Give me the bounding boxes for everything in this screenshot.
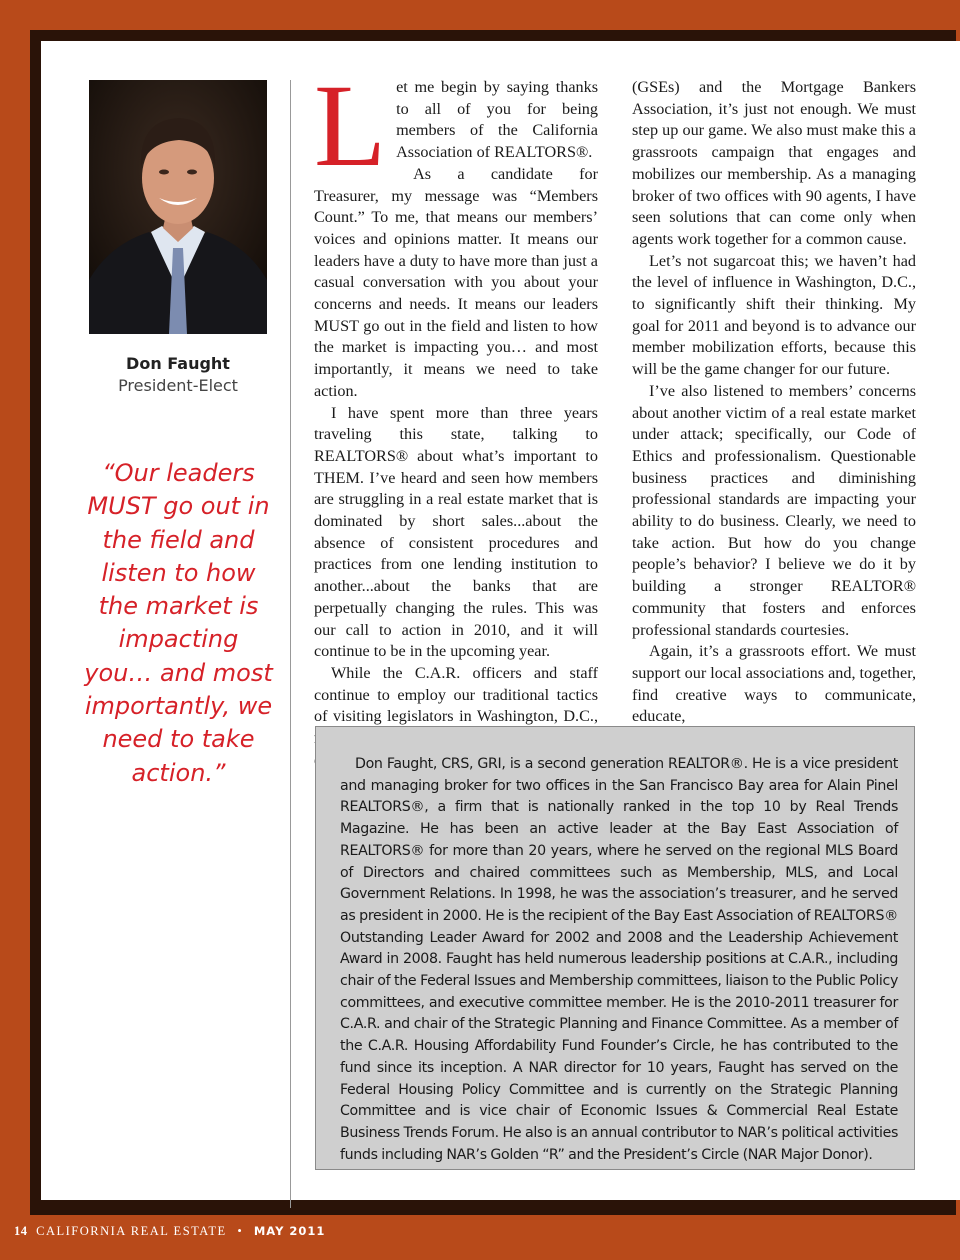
article-paragraph: Let me begin by saying thanks to all of you for being members of the California Association of REALTORS®.	[314, 60, 598, 191]
page-number: 14	[14, 1224, 28, 1238]
portrait-photo	[89, 80, 267, 334]
article-column-2	[632, 77, 916, 750]
publication-name: CALIFORNIA REAL ESTATE	[36, 1224, 227, 1238]
column-divider	[290, 80, 291, 1208]
pull-quote: “Our leaders MUST go out in the field and listen to how the market is impacting you… and most importantly, we need to take action.”	[84, 459, 273, 787]
article-paragraph: I’ve also listened to members’ concerns about another victim of a real estate market under attack; specifically, our Code of Ethics and professionalism. Questionable business practices and diminishing professional standards are impacting your ability to do business. Clearly, we need to take action. But how do you change people’s behavior? I believe we do it by building a stronger REALTOR® community that fosters and enforces professional standards courtesies.	[632, 381, 916, 639]
article-paragraph: I have spent more than three years traveling this state, talking to REALTORS® about what’s important to THEM. I’ve heard and seen how members are struggling in a real estate market that is dominated by short sales...about the absence of consistent procedures and practices from one lending institution to another...about the banks that are perpetually changing the rules. This was our call to action in 2010, and it will continue to be in the upcoming year.	[314, 403, 598, 661]
profile-title: President-Elect	[118, 376, 238, 395]
page	[41, 41, 960, 1200]
article-paragraph: As a candidate for Treasurer, my message was “Members Count.” To me, that means our members’ voices and opinions matter. It means our leaders have a duty to have more than just a casual conversation with you about your concerns and needs. It means our leaders MUST go out in the field and listen to how the market is impacting you… and most importantly, it means we need to take action.	[314, 164, 598, 400]
bio-box	[315, 726, 915, 1170]
issue-date: MAY 2011	[253, 1224, 326, 1238]
drop-cap: L	[314, 60, 387, 191]
profile-name: Don Faught	[126, 354, 230, 373]
page-footer	[14, 1224, 325, 1239]
article-paragraph: Again, it’s a grassroots effort. We must support our local associations and, together, find creative ways to communicate, educate,	[632, 642, 916, 726]
footer-separator: •	[237, 1224, 244, 1238]
bio-text: Don Faught, CRS, GRI, is a second generation REALTOR®. He is a vice president and managing broker for two offices in the San Francisco Bay area for Alain Pinel REALTORS®, a firm that is nationally ranked in the top 10 by Real Trends Magazine. He has been an active leader at the Bay East Association of REALTORS® for more than 20 years, where he served on the regional MLS Board of Directors and chaired committees such as Membership, MLS, and Local Government Relations. In 1998, he was the association’s treasurer, and he served as president in 2000. He is the recipient of the Bay East Association of REALTORS® Outstanding Leader Award for 2002 and 2008 and the Leadership Achievement Award in 2008. Faught has held numerous leadership positions at C.A.R., including chair of the Federal Issues and Membership committees, liaison to the Public Policy committees, and executive committee member. He is the 2010-2011 treasurer for C.A.R. and chair of the Strategic Planning and Finance Committee. As a member of the C.A.R. Housing Affordability Fund Founder’s Circle, he has contributed to the fund since its inception. A NAR director for 10 years, Faught has served on the Federal Housing Policy Committee and is currently on the Strategic Planning Committee and is vice chair of Economic Issues & Commercial Real Estate Business Trends Forum. He also is an annual contributor to NAR’s political activities funds including NAR’s Golden “R” and the President’s Circle (NAR Major Donor).	[340, 756, 898, 1163]
article-paragraph: Let’s not sugarcoat this; we haven’t had the level of influence in Washington, D.C., to significantly shift their thinking. My goal for 2011 and beyond is to advance our member mobilization efforts, because this will be the game changer for our future.	[632, 251, 916, 379]
article-paragraph: (GSEs) and the Mortgage Bankers Association, it’s just not enough. We must step up our game. We also must make this a grassroots campaign that engages and mobilizes our membership. As a managing broker of two offices with 90 agents, I have seen solutions that can come only when agents work together for a common cause.	[632, 78, 916, 248]
article-column-1	[314, 60, 598, 772]
article-paragraph: While the C.A.R. officers and staff continue to employ our traditional tactics of visiting legislators in Washington, D.C.,	[314, 663, 598, 726]
